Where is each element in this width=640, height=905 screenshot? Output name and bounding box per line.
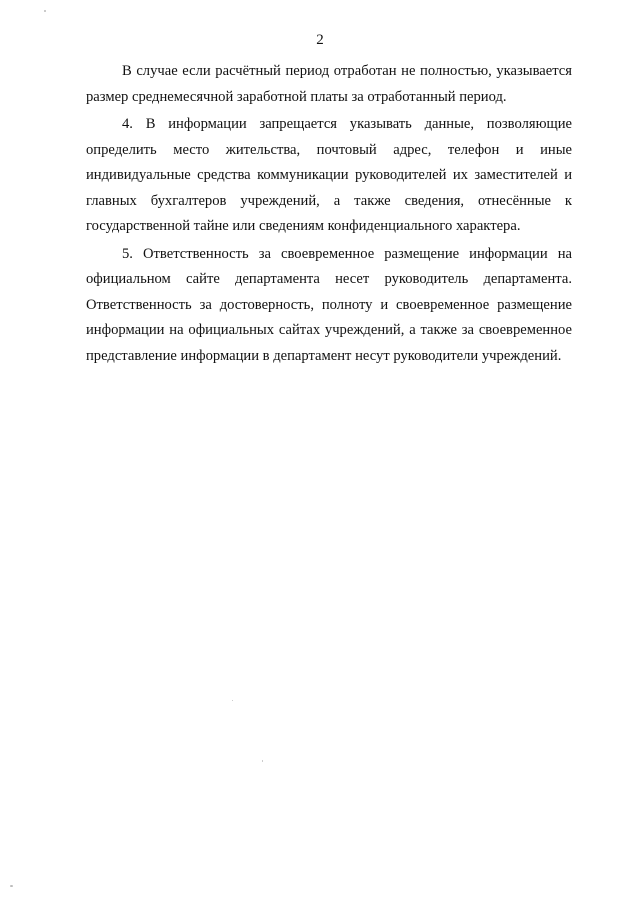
scan-speck <box>10 885 13 887</box>
scan-speck <box>262 760 263 762</box>
scan-speck <box>232 700 233 701</box>
document-body <box>86 59 572 371</box>
paragraph-5-responsibility: 5. Ответственность за своевременное размещение информации на официальном сайте департамента несет руководитель департамента. Ответственность за достоверность, полноту и своевременное размещение информации на официальных сайтах учреждений, а также за своевременное представление информации в департамент несут руководители учреждений. <box>86 245 572 364</box>
page-number: 2 <box>316 32 324 48</box>
scan-speck <box>44 10 46 12</box>
paragraph-4-prohibited-data: 4. В информации запрещается указывать данные, позволяющие определить место жительства, почтовый адрес, телефон и иные индивидуальные средства коммуникации руководителей их заместителей и главных бухгалтеров учреждений, а также сведения, отнесённые к государственной тайне или сведениям конфиденциального характера. <box>86 116 572 234</box>
paragraph-partial-period: В случае если расчётный период отработан не полностью, указывается размер среднемесячной заработной платы за отработанный период. <box>86 63 572 105</box>
